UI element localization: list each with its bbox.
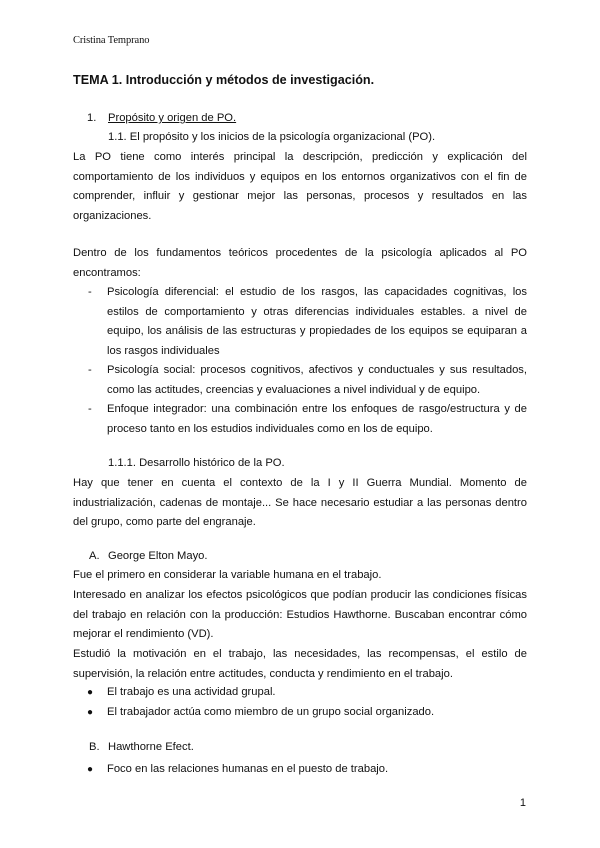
paragraph-mayo-first: Fue el primero en considerar la variable humana en el trabajo. [73, 569, 382, 581]
list-item [73, 283, 527, 361]
paragraph-motivation: Estudió la motivación en el trabajo, las necesidades, las recompensas, el estilo de supervisión, la relación entre actitudes, conducta y rendimiento en el trabajo. [73, 648, 527, 680]
dash-bullet: - [88, 286, 92, 298]
list-item-text: El trabajo es una actividad grupal. [107, 686, 276, 698]
section-a-label: A. [89, 550, 100, 562]
section-1-heading: Propósito y origen de PO. [108, 112, 237, 124]
subsection-1-1-1-heading: 1.1.1. Desarrollo histórico de la PO. [108, 457, 285, 469]
page-title: TEMA 1. Introducción y métodos de investigación. [73, 73, 375, 87]
mayo-list [73, 683, 527, 722]
page-number: 1 [519, 797, 526, 809]
list-item-text: Enfoque integrador: una combinación entre los enfoques de rasgo/estructura y de proceso tanto en los estudios individuales como en los de equipo. [107, 403, 527, 435]
list-item-text: El trabajador actúa como miembro de un grupo social organizado. [107, 705, 435, 718]
hawthorne-list [73, 760, 527, 780]
dash-bullet: - [88, 403, 92, 415]
list-item-text: Foco en las relaciones humanas en el puesto de trabajo. [107, 763, 389, 775]
list-item-text: Psicología social: procesos cognitivos, afectivos y conductuales y sus resultados, como las actitudes, creencias y evaluaciones a nivel individual y de equipo. [107, 364, 527, 396]
dot-bullet: ● [87, 764, 94, 775]
dot-bullet: ● [87, 706, 94, 718]
dot-bullet: ● [87, 687, 94, 698]
list-item [73, 760, 527, 780]
dash-bullet: - [88, 364, 92, 376]
list-item-text: Psicología diferencial: el estudio de los rasgos, las capacidades cognitivas, los estilos de comportamiento y otras diferencias individuales estables. a nivel de equipo, los análisis de las estructuras y propiedades de los equipos se equiparan a los rasgos individuales [107, 286, 527, 357]
list-item [73, 703, 527, 723]
list-item [73, 400, 527, 439]
header-author: Cristina Temprano [73, 35, 150, 46]
section-a-heading: George Elton Mayo. [108, 550, 208, 562]
list-item [73, 683, 527, 703]
section-b-label: B. [89, 741, 100, 753]
paragraph-foundations-intro: Dentro de los fundamentos teóricos procedentes de la psicología aplicados al PO encontramos: [73, 247, 527, 279]
foundations-list [73, 283, 527, 439]
paragraph-historical-context: Hay que tener en cuenta el contexto de la I y II Guerra Mundial. Momento de industrialización, cadenas de montaje... Se hace necesario estudiar a las personas dentro del grupo, como parte del engranaje. [73, 477, 527, 528]
paragraph-po-purpose: La PO tiene como interés principal la descripción, predicción y explicación del comportamiento de los individuos y equipos en los entornos organizativos con el fin de comprender, influir y gestionar mejor las personas, procesos y resultados en las organizaciones. [73, 151, 527, 222]
paragraph-hawthorne-studies: Interesado en analizar los efectos psicológicos que podían producir las condiciones físicas del trabajo en relación con la producción: Estudios Hawthorne. Buscaban encontrar cómo mejorar el rendimiento (VD). [73, 589, 527, 640]
section-1-number: 1. [87, 112, 97, 124]
subsection-1-1-heading: 1.1. El propósito y los inicios de la psicología organizacional (PO). [108, 131, 436, 143]
section-b-heading: Hawthorne Efect. [108, 741, 194, 753]
list-item [73, 361, 527, 400]
